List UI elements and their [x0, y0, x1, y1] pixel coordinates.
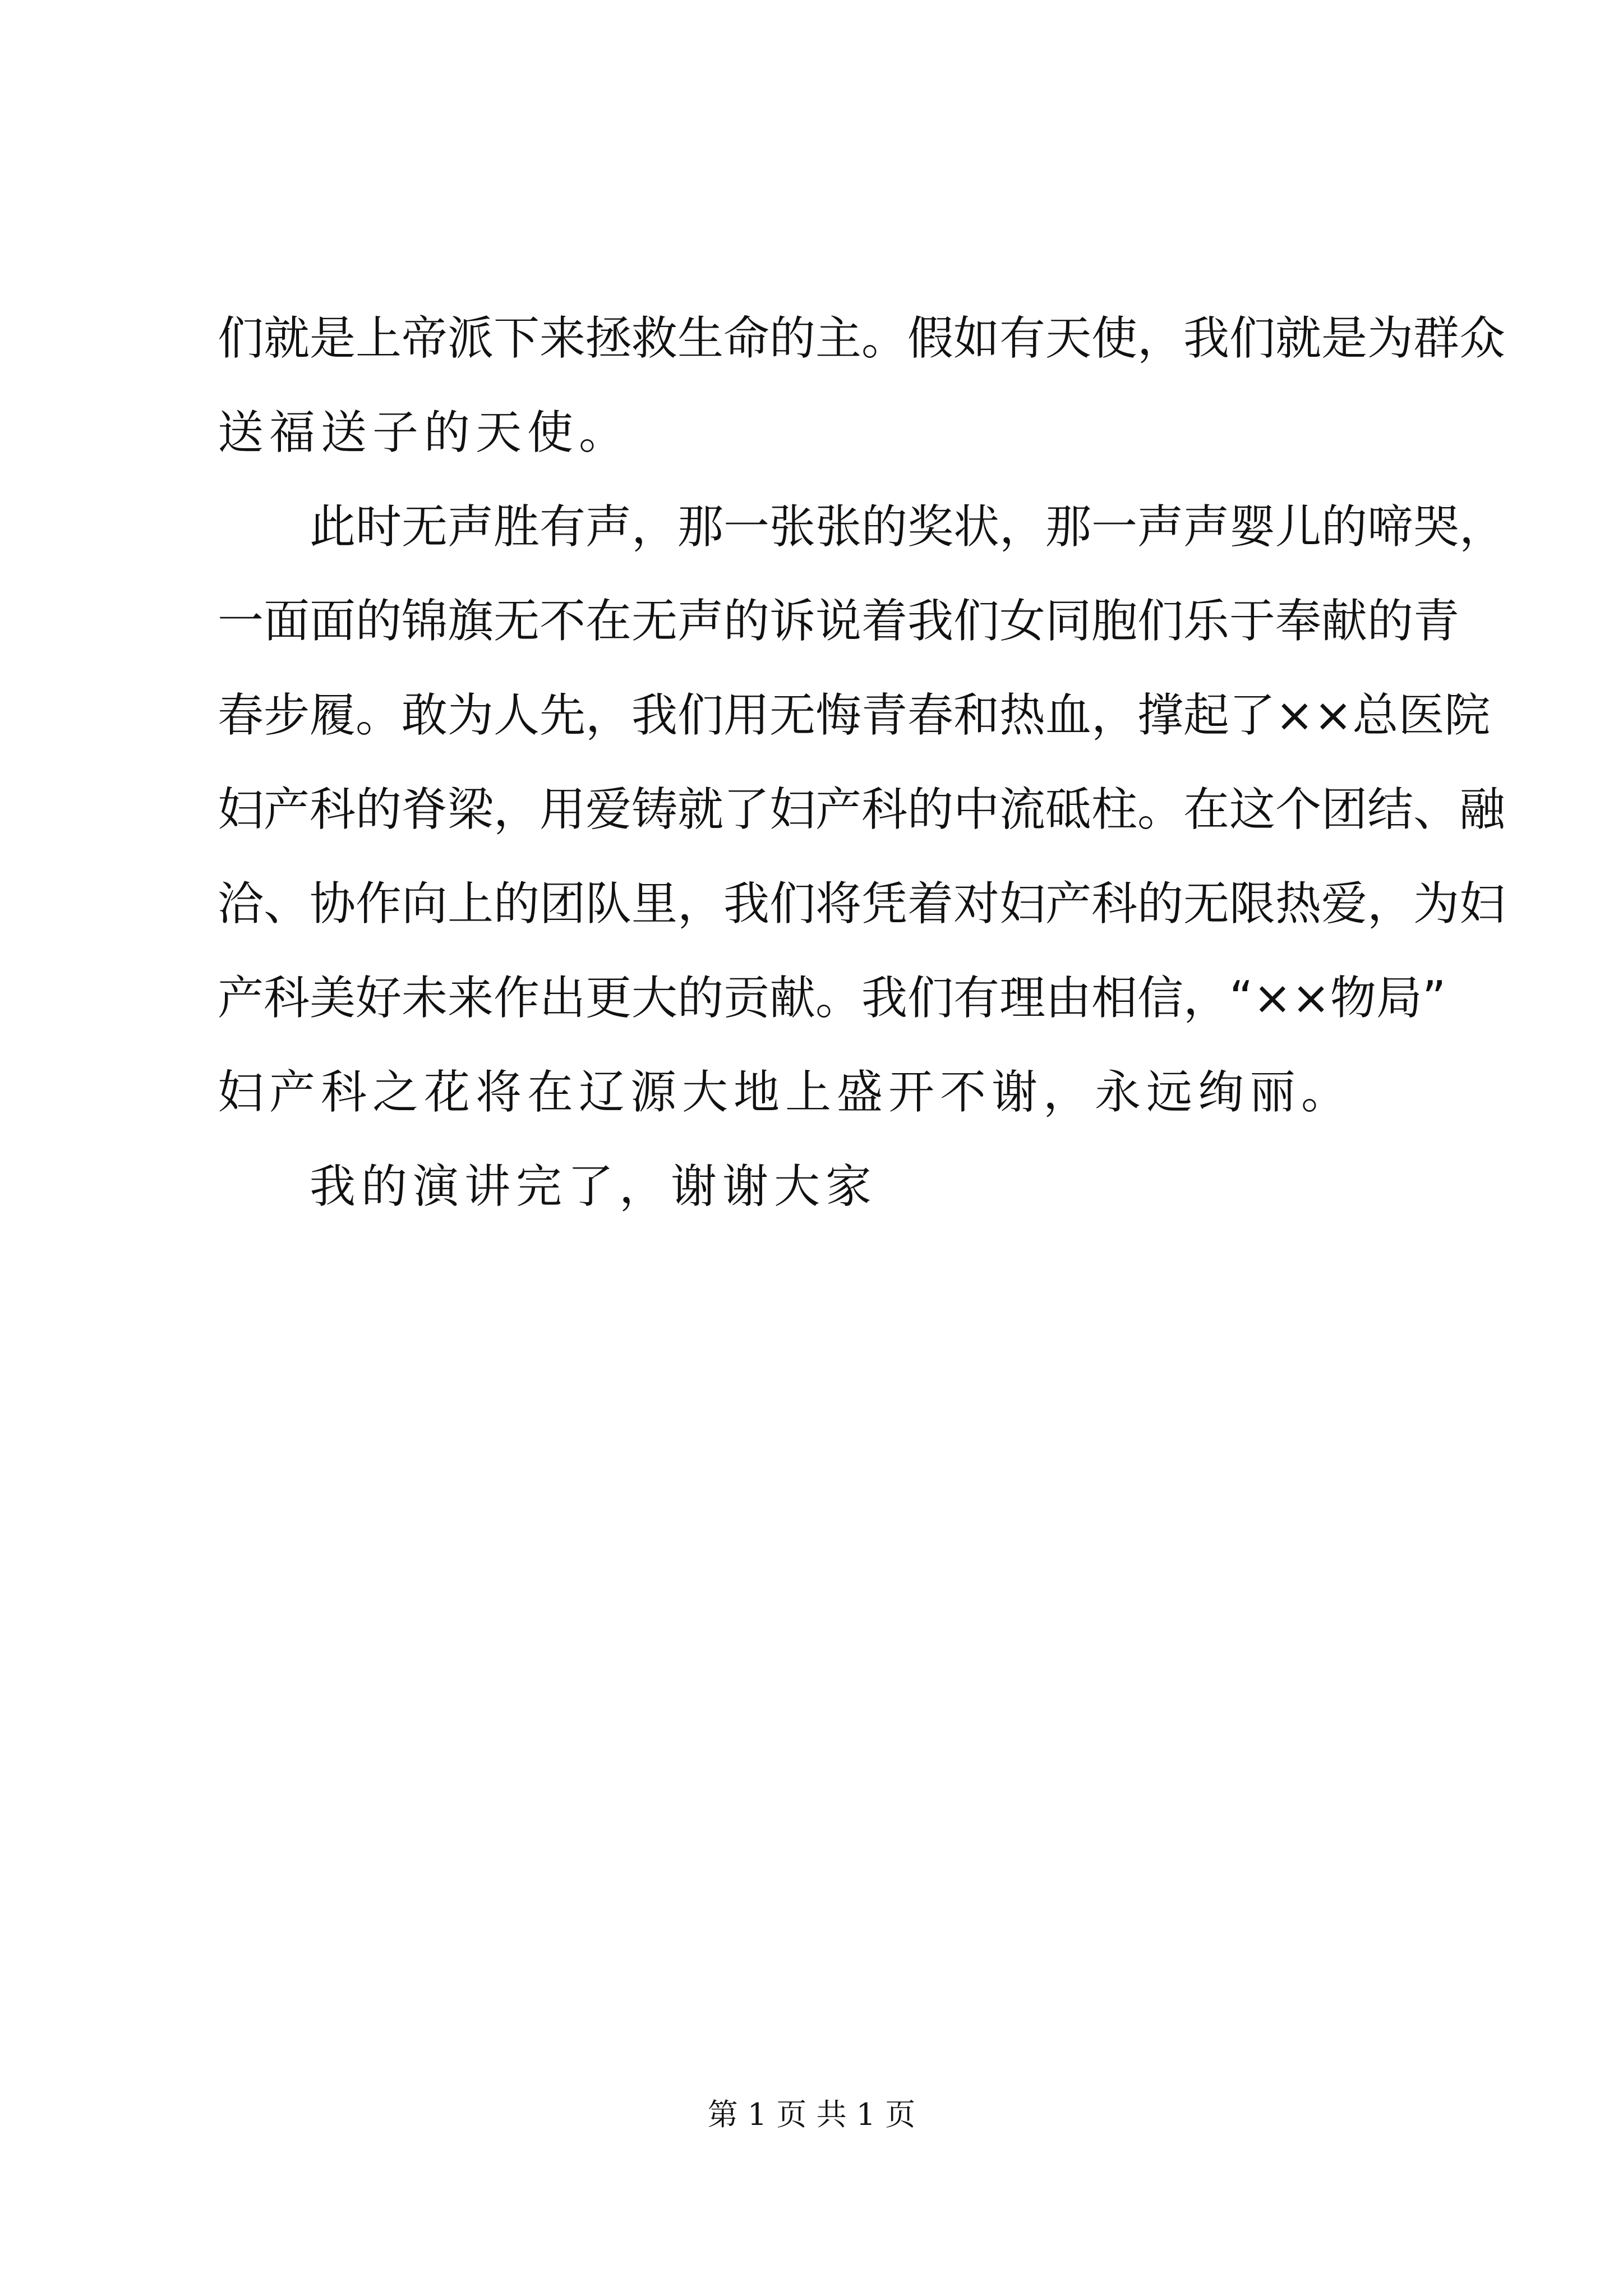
text-line: 此时无声胜有声，那一张张的奖状，那一声声婴儿的啼哭，: [310, 500, 1506, 554]
page-footer: 第 1 页 共 1 页: [707, 2097, 916, 2132]
paragraph-2: [218, 480, 1506, 1140]
text-line: 送福送子的天使。: [218, 406, 631, 459]
text-line: 产科美好未来作出更大的贡献。我们有理由相信，“××物局”: [218, 972, 1446, 1025]
paragraph-1: [218, 292, 1506, 480]
text-line: 我的演讲完了，谢谢大家: [310, 1160, 878, 1213]
text-line: 一面面的锦旗无不在无声的诉说着我们女同胞们乐于奉献的青: [218, 595, 1460, 648]
text-line: 春步履。敢为人先，我们用无悔青春和热血，撑起了××总医院: [218, 689, 1491, 742]
text-line: 们就是上帝派下来拯救生命的主。假如有天使，我们就是为群众: [218, 312, 1506, 365]
paragraph-3: [218, 1140, 1418, 1234]
text-line: 妇产科之花将在辽源大地上盛开不谢，永远绚丽。: [218, 1066, 1353, 1119]
text-line: 妇产科的脊梁，用爱铸就了妇产科的中流砥柱。在这个团结、融: [218, 783, 1506, 836]
text-line: 洽、协作向上的团队里，我们将凭着对妇产科的无限热爱，为妇: [218, 877, 1506, 931]
document-body: [218, 292, 1506, 1234]
